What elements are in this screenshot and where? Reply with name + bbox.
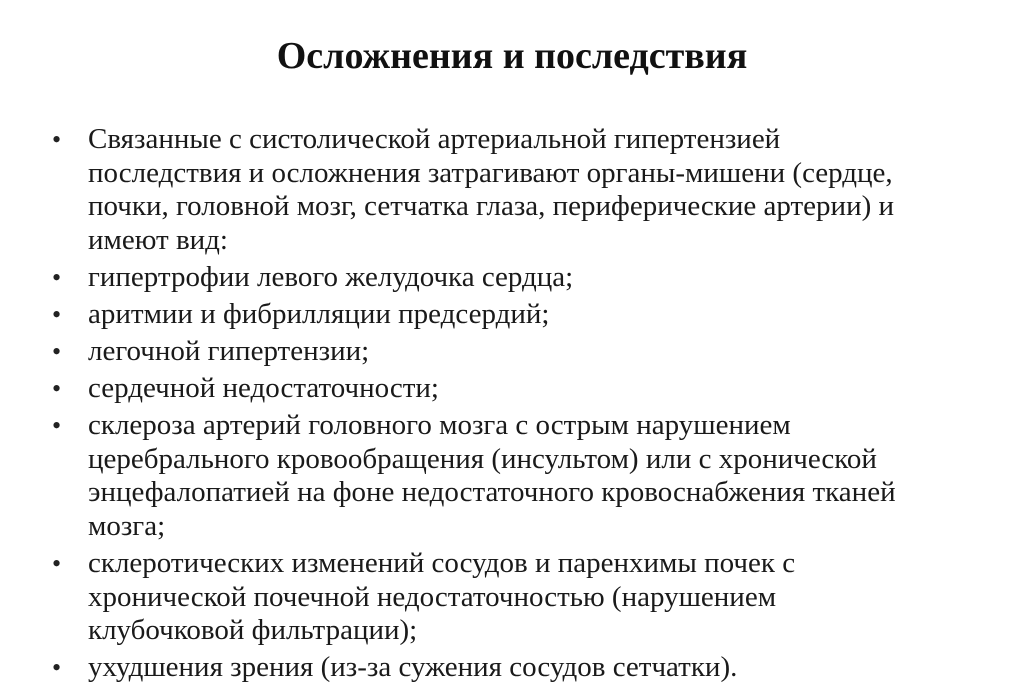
bullet-text: сердечной недостаточности; bbox=[88, 372, 439, 405]
bullet-dot-icon: • bbox=[52, 549, 62, 579]
bullet-dot-icon: • bbox=[52, 299, 62, 329]
bullet-item bbox=[52, 335, 992, 369]
bullet-text: Связанные с систолической артериальной гипертензией последствия и осложнения затрагивают органы-мишени (сердце, почки, головной мозг, сетчатка глаза, периферические артерии) и имеют вид: bbox=[88, 123, 895, 256]
bullet-text: легочной гипертензии; bbox=[88, 335, 370, 368]
bullet-item bbox=[52, 372, 992, 406]
bullet-item bbox=[52, 651, 992, 685]
bullet-text: склеротических изменений сосудов и паренхимы почек с хронической почечной недостаточностью (нарушением клубочковой фильтрации); bbox=[88, 547, 796, 647]
bullet-item bbox=[52, 261, 992, 295]
bullet-dot-icon: • bbox=[52, 125, 62, 154]
bullet-dot-icon: • bbox=[52, 374, 62, 404]
bullet-text: аритмии и фибрилляции предсердий; bbox=[88, 297, 550, 330]
bullet-item bbox=[52, 123, 992, 257]
bullet-dot-icon: • bbox=[52, 653, 62, 683]
bullet-item bbox=[52, 409, 992, 543]
bullet-dot-icon: • bbox=[52, 411, 62, 441]
bullet-dot-icon: • bbox=[52, 337, 62, 367]
bullet-item bbox=[52, 547, 992, 648]
bullet-item bbox=[52, 298, 992, 332]
bullet-text: ухудшения зрения (из-за сужения сосудов сетчатки). bbox=[88, 651, 738, 684]
bullet-text: гипертрофии левого желудочка сердца; bbox=[88, 260, 574, 293]
bullet-list bbox=[52, 123, 992, 689]
bullet-dot-icon: • bbox=[52, 262, 62, 292]
bullet-text: склероза артерий головного мозга с острым нарушением церебрального кровообращения (инсультом) или с хронической энцефалопатией на фоне недостаточного кровоснабжения тканей мозга; bbox=[88, 409, 896, 543]
slide-title: Осложнения и последствия bbox=[276, 35, 748, 77]
